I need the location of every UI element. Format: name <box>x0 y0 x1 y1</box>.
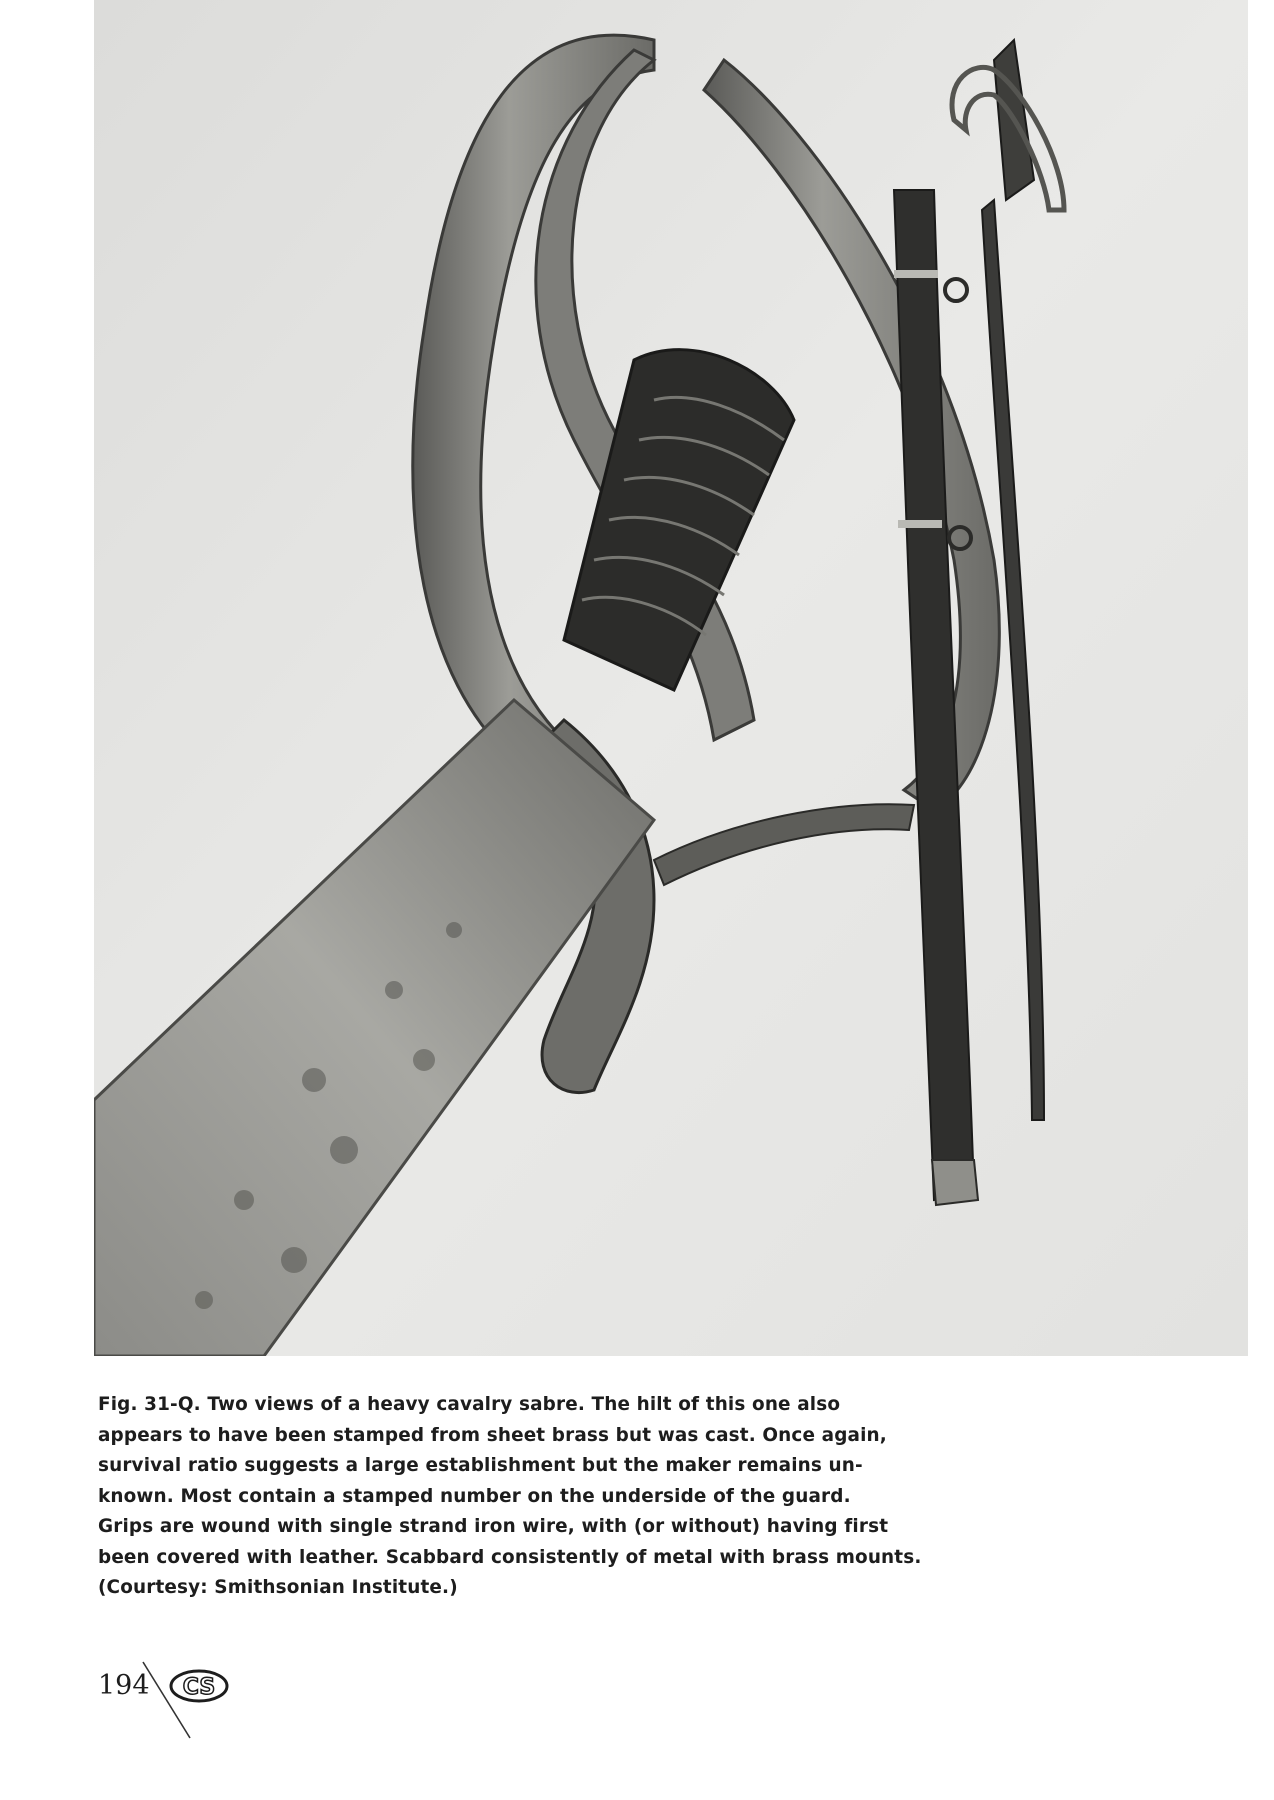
cs-logo-icon <box>168 1668 230 1704</box>
sabre-photograph <box>94 0 1248 1356</box>
caption-line: Grips are wound with single strand iron wire, with (or without) having first <box>98 1516 889 1537</box>
caption-line: appears to have been stamped from sheet brass but was cast. Once again, <box>98 1424 887 1446</box>
page-number: 194 <box>98 1670 150 1701</box>
caption-line: (Courtesy: Smithsonian Institute.) <box>98 1577 458 1598</box>
figure-caption <box>98 1390 922 1604</box>
caption-line: been covered with leather. Scabbard consistently of metal with brass mounts. <box>98 1546 922 1568</box>
svg-text:CS: CS <box>182 1675 216 1700</box>
caption-line: survival ratio suggests a large establishment but the maker remains un- <box>98 1455 863 1476</box>
page-footer <box>98 1660 258 1740</box>
caption-line: Fig. 31-Q. Two views of a heavy cavalry sabre. The hilt of this one also <box>98 1394 841 1415</box>
caption-line: known. Most contain a stamped number on the underside of the guard. <box>98 1485 851 1507</box>
